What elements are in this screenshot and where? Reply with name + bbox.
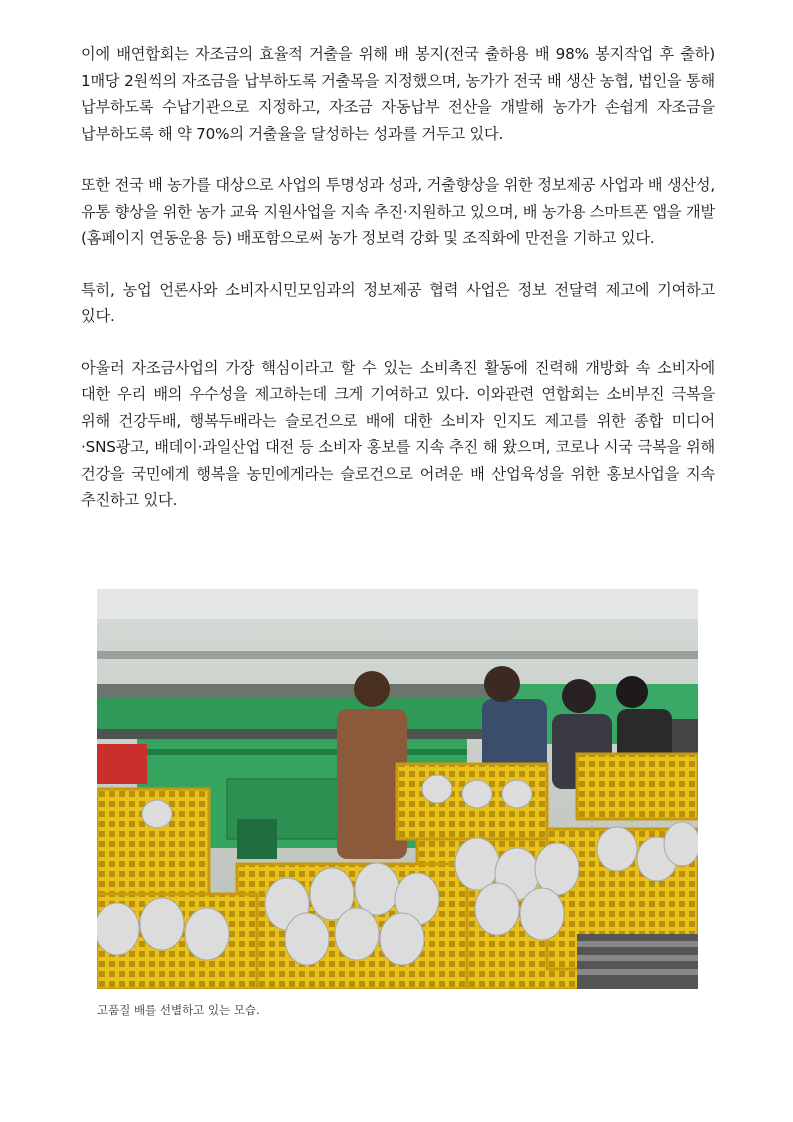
photo-caption: 고품질 배를 선별하고 있는 모습. bbox=[97, 1003, 260, 1017]
paragraph-1: 이에 배연합회는 자조금의 효율적 거출을 위해 배 봉지(전국 출하용 배 98% 봉지작업 후 출하) 1매당 2원씩의 자조금을 납부하도록 거출목을 지정했으며, 농가가 전국 배 생산 농협, 법인을 통해 납부하도록 수납기관으로 지정하고, 자조금 자동납부 전산을 개발해 농가가 손쉽게 자조금을 납부하도록 해 약 70%의 거출율을 달성하는 성과를 거두고 있다. bbox=[81, 45, 715, 143]
photo-illustration bbox=[97, 589, 698, 989]
paragraph-4: 아울러 자조금사업의 가장 핵심이라고 할 수 있는 소비촉진 활동에 진력해 개방화 속 소비자에 대한 우리 배의 우수성을 제고하는데 크게 기여하고 있다. 이와관련 연합회는 소비부진 극복을 위해 건강두배, 행복두배라는 슬로건으로 배에 대한 소비자 인지도 제고를 위한 종합 미디어·SNS광고, 배데이·과일산업 대전 등 소비자 홍보를 지속 추진 해 왔으며, 코로나 시국 극복을 위해 건강을 국민에게 행복을 농민에게라는 슬로건으로 어려운 배 산업육성을 위한 홍보사업을 지속 추진하고 있다. bbox=[81, 358, 715, 509]
paragraph-3: 특히, 농업 언론사와 소비자시민모임과의 정보제공 협력 사업은 정보 전달력 제고에 기여하고 있다. bbox=[81, 280, 715, 325]
paragraph-2: 또한 전국 배 농가를 대상으로 사업의 투명성과 성과, 거출향상을 위한 정보제공 사업과 배 생산성, 유통 향상을 위한 농가 교육 지원사업을 지속 추진·지원하고 있으며, 배 농가용 스마트폰 앱을 개발(홈페이지 연동운용 등) 배포함으로써 농가 정보력 강화 및 조직화에 만전을 기하고 있다. bbox=[81, 176, 715, 247]
pear-sorting-photo bbox=[97, 589, 698, 989]
article-body bbox=[81, 41, 715, 514]
conveyor-rollers bbox=[577, 934, 698, 989]
